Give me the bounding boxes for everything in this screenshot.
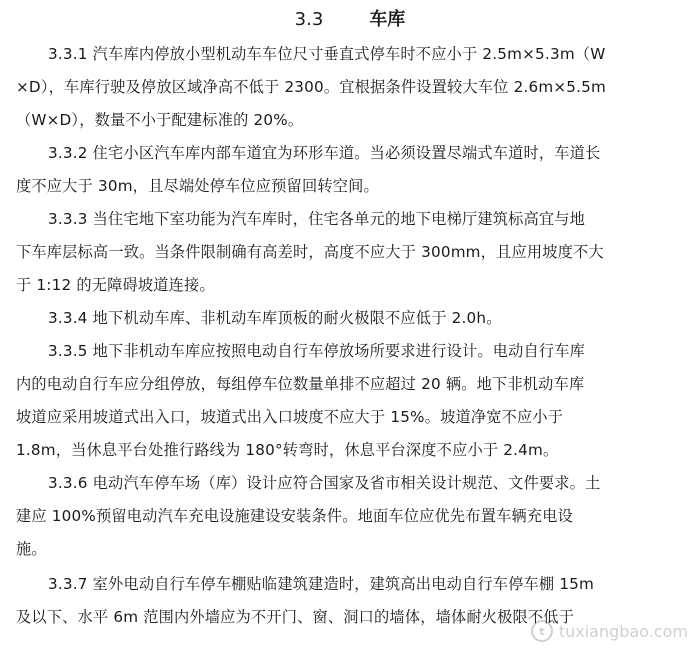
- paragraph-line: 3.3.4 地下机动车库、非机动车库顶板的耐火极限不应低于 2.0h。: [48, 309, 502, 327]
- paragraph-line: 3.3.6 电动汽车停车场（库）设计应符合国家及省市相关设计规范、文件要求。土: [48, 474, 601, 492]
- clause-3-3-3: [16, 203, 680, 302]
- paragraph-line: （W×D），数量不小于配建标准的 20%。: [16, 111, 304, 129]
- paragraph-line: 1.8m，当休息平台处推行路线为 180°转弯时，休息平台深度不应小于 2.4m。: [16, 441, 559, 459]
- clause-3-3-2: [16, 137, 680, 203]
- clause-3-3-5: [16, 335, 680, 467]
- clause-3-3-1: [16, 38, 680, 137]
- watermark-text: tuxiangbao.com: [558, 621, 688, 641]
- section-number: 3.3: [294, 9, 324, 30]
- paragraph-line: 于 1:12 的无障碍坡道连接。: [16, 276, 215, 294]
- clause-3-3-4: [16, 302, 680, 335]
- paragraph-line: 3.3.1 汽车库内停放小型机动车车位尺寸垂直式停车时不应小于 2.5m×5.3m（W: [48, 45, 606, 63]
- clause-3-3-6: [16, 467, 680, 566]
- paragraph-line: 施。: [16, 540, 47, 558]
- section-title: 车库: [369, 9, 406, 30]
- paragraph-line: ×D），车库行驶及停放区域净高不低于 2300。宜根据条件设置较大车位 2.6m×5.5m: [16, 78, 606, 96]
- paragraph-line: 及以下、水平 6m 范围内外墙应为不开门、窗、洞口的墙体，墙体耐火极限不低于: [16, 608, 575, 626]
- logo-icon: t: [531, 620, 553, 642]
- paragraph-line: 度不应大于 30m，且尽端处停车位应预留回转空间。: [16, 177, 379, 195]
- paragraph-line: 坡道应采用坡道式出入口，坡道式出入口坡度不应大于 15%。坡道净宽不应小于: [16, 408, 564, 426]
- paragraph-line: 3.3.3 当住宅地下室功能为汽车库时，住宅各单元的地下电梯厅建筑标高宜与地: [48, 210, 586, 228]
- paragraph-line: 3.3.2 住宅小区汽车库内部车道宜为环形车道。当必须设置尽端式车道时，车道长: [48, 144, 601, 162]
- paragraph-line: 3.3.5 地下非机动车库应按照电动自行车停放场所要求进行设计。电动自行车库: [48, 342, 586, 360]
- paragraph-line: 建应 100%预留电动汽车充电设施建设安装条件。地面车位应优先布置车辆充电设: [16, 507, 574, 525]
- watermark: [531, 620, 688, 642]
- section-heading: [0, 6, 700, 34]
- paragraph-line: 内的电动自行车应分组停放，每组停车位数量单排不应超过 20 辆。地下非机动车库: [16, 375, 585, 393]
- paragraph-line: 下车库层标高一致。当条件限制确有高差时，高度不应大于 300mm，且应用坡度不大: [16, 243, 604, 261]
- paragraph-line: 3.3.7 室外电动自行车停车棚贴临建筑建造时，建筑高出电动自行车停车棚 15m: [48, 575, 595, 593]
